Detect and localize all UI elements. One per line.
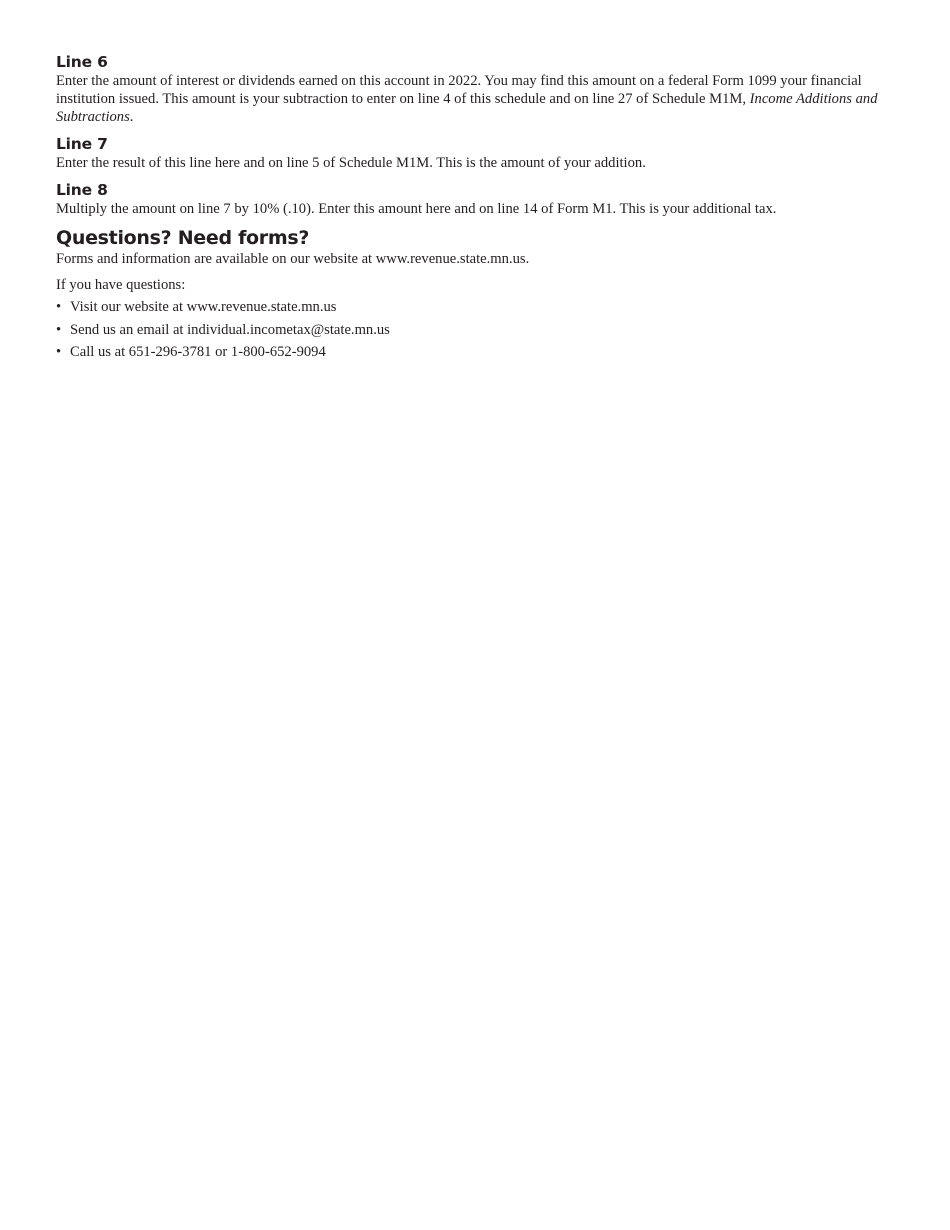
line-6-heading: Line 6 — [56, 53, 108, 71]
line-7-instructions: Enter the result of this line here and on line 5 of Schedule M1M. This is the amount of your addition. — [56, 155, 646, 171]
help-intro: Forms and information are available on our website at www.revenue.state.mn.us. — [56, 251, 530, 267]
line-7-section — [56, 134, 896, 172]
help-lead: If you have questions: — [56, 277, 186, 293]
help-list — [56, 298, 896, 361]
line-8-section — [56, 180, 896, 218]
phone-item: Call us at 651-296-3781 or 1-800-652-9094 — [70, 344, 326, 360]
website-item: Visit our website at www.revenue.state.mn.us — [70, 299, 337, 315]
help-title: Questions? Need forms? — [56, 227, 310, 249]
bullet-icon: • — [56, 344, 62, 360]
help-section — [56, 226, 896, 361]
list-item — [56, 343, 896, 361]
line-6-section — [56, 52, 896, 126]
bullet-icon: • — [56, 321, 62, 338]
line-6-text-end: . — [129, 109, 134, 125]
line-6-instructions — [56, 72, 896, 126]
email-item: Send us an email at individual.incometax@state.mn.us — [70, 321, 390, 338]
schedule-title-italic: Income Additions and Subtractions — [56, 91, 878, 125]
line-8-instructions: Multiply the amount on line 7 by 10% (.10). Enter this amount here and on line 14 of Form M1. This is your additional tax. — [56, 201, 777, 217]
document-page — [56, 52, 896, 369]
list-item — [56, 321, 896, 339]
line-6-text: Enter the amount of interest or dividends earned on this account in 2022. You may find this amount on a federal Form 1099 your financial institution issued. This amount is your subtraction to enter on line 4 of this schedule and on line 27 of Schedule M1M, — [56, 73, 862, 107]
line-8-heading: Line 8 — [56, 181, 108, 199]
list-item — [56, 298, 896, 316]
line-7-heading: Line 7 — [56, 135, 108, 153]
bullet-icon: • — [56, 299, 62, 315]
